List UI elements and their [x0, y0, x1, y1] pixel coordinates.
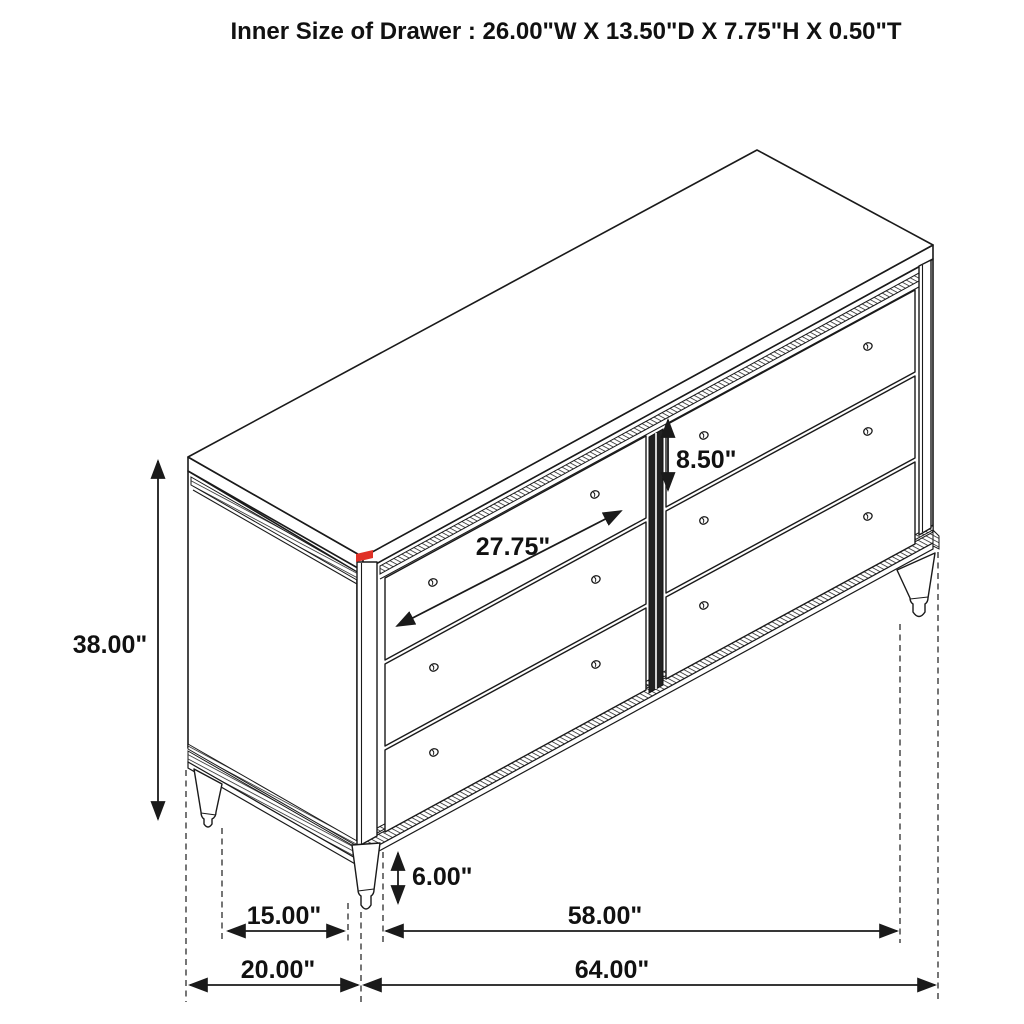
- center-divider: [649, 429, 663, 693]
- dimension-leg-height: [398, 853, 473, 903]
- leg-front-left: [352, 843, 380, 909]
- dimension-leg-spacing-depth: [228, 902, 344, 931]
- drawer-knob-icon: [700, 517, 708, 524]
- front-right-post: [919, 260, 931, 535]
- page-title: Inner Size of Drawer : 26.00"W X 13.50"D X 7.75"H X 0.50"T: [230, 18, 902, 45]
- drawer-knob-icon: [864, 428, 872, 435]
- dimension-leg-spacing-width: [386, 902, 897, 931]
- drawer-knob-icon: [700, 432, 708, 439]
- drawer-knob-icon: [592, 661, 600, 668]
- dimension-label: 27.75": [475, 533, 551, 561]
- dimension-label: 15.00": [246, 902, 322, 930]
- drawer-knob-icon: [430, 749, 438, 756]
- base-molding-right-corner: [933, 530, 939, 549]
- dimension-overall-width: [364, 956, 935, 985]
- drawer-knob-icon: [429, 579, 437, 586]
- dimension-label: 6.00": [412, 863, 473, 891]
- drawer-knob-icon: [864, 343, 872, 350]
- dresser-drawing: [188, 150, 939, 909]
- dimension-label: 8.50": [676, 446, 737, 474]
- drawer-knob-icon: [592, 576, 600, 583]
- dimension-overall-height: [73, 461, 158, 819]
- drawer-knob-icon: [864, 513, 872, 520]
- dimension-label: 20.00": [240, 956, 316, 984]
- dimension-label: 64.00": [574, 956, 650, 984]
- dimension-label: 38.00": [72, 631, 148, 659]
- drawer-knob-icon: [700, 602, 708, 609]
- front-left-post: [357, 562, 377, 847]
- drawer-knob-icon: [430, 664, 438, 671]
- dimension-label: 58.00": [567, 902, 643, 930]
- drawer-knob-icon: [591, 491, 599, 498]
- dimension-overall-depth: [190, 956, 358, 985]
